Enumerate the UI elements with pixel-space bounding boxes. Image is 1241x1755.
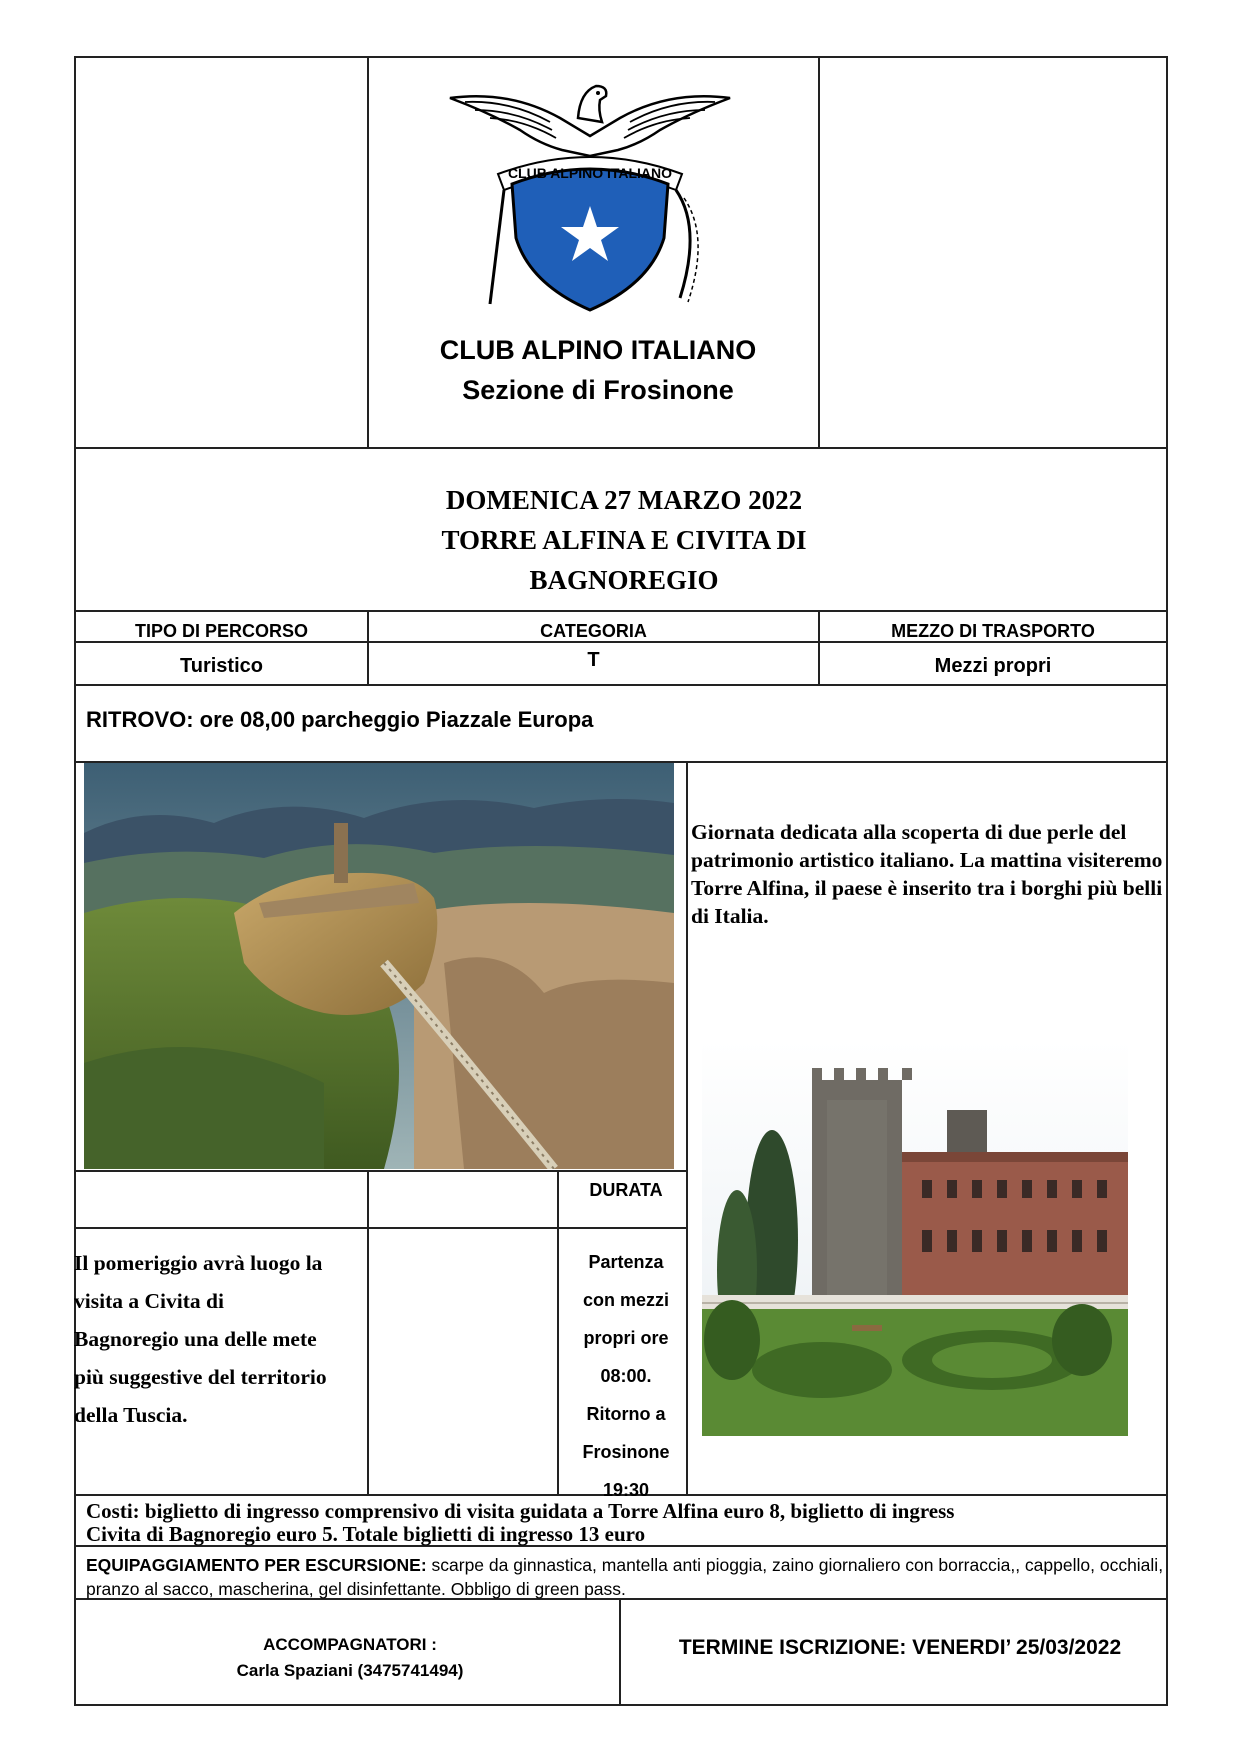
categoria-header: CATEGORIA [540,621,647,641]
durata-line: 19:30 [602,1480,650,1500]
afternoon-description [74,1244,374,1434]
cai-logo [440,78,740,318]
equipaggiamento-label: EQUIPAGGIAMENTO PER ESCURSIONE: [86,1555,427,1575]
tipo-percorso-value: Turistico [180,655,263,677]
equipaggiamento-body: scarpe da ginnastica, mantella anti pioggia, zaino giornaliero con borraccia,, cappello, occhiali, pranzo al sacco, mascherina, gel disinfettante. Obbligo di green pass. [86,1555,1164,1599]
mezzo-trasporto-header: MEZZO DI TRASPORTO [891,621,1095,641]
costi-line1: Costi: biglietto di ingresso comprensivo di visita guidata a Torre Alfina euro 8, biglietto di ingress [86,1499,955,1523]
event-date: DOMENICA 27 MARZO 2022 [445,485,803,515]
morning-description: Giornata dedicata alla scoperta di due perle del patrimonio artistico italiano. La mattina visiteremo Torre Alfina, il paese è inserito tra i borghi più belli di Italia. [691,820,1163,928]
accompagnatori-name: Carla Spaziani (3475741494) [236,1661,464,1680]
event-title-line1: TORRE ALFINA E CIVITA DI [441,525,807,555]
durata-line: 08:00. [600,1366,652,1386]
logo-text: CLUB ALPINO ITALIANO [507,165,673,181]
durata-line: Ritorno a [586,1404,666,1424]
durata-line: propri ore [583,1328,669,1348]
org-name: CLUB ALPINO ITALIANO [439,335,757,365]
durata-line: Frosinone [582,1442,670,1462]
mezzo-trasporto-value: Mezzi propri [934,655,1052,677]
ritrovo-label: RITROVO [86,707,187,732]
afternoon-line: Il pomeriggio avrà luogo la [74,1251,323,1275]
org-title [372,330,824,410]
tipo-percorso-header: TIPO DI PERCORSO [134,621,309,641]
afternoon-line: più suggestive del territorio [74,1365,327,1389]
durata-value [562,1243,690,1509]
costi-line2: Civita di Bagnoregio euro 5. Totale biglietti di ingresso 13 euro [86,1522,646,1546]
event-title-line2: BAGNOREGIO [529,565,719,595]
durata-line: con mezzi [582,1290,670,1310]
afternoon-line: visita a Civita di [74,1289,224,1313]
categoria-value: T [587,649,600,671]
event-title [74,480,1174,600]
civita-bagnoregio-photo [84,763,674,1169]
accompagnatori-label: ACCOMPAGNATORI : [263,1635,437,1654]
torre-alfina-photo [702,1040,1128,1436]
costi-text [86,1500,1166,1546]
durata-header: DURATA [589,1180,663,1200]
afternoon-line: della Tuscia. [74,1403,188,1427]
termine-iscrizione: TERMINE ISCRIZIONE: VENERDI’ 25/03/2022 [678,1636,1122,1659]
equipaggiamento-text [86,1553,1166,1601]
org-section: Sezione di Frosinone [462,375,734,405]
durata-line: Partenza [588,1252,664,1272]
ritrovo-text: : ore 08,00 parcheggio Piazzale Europa [186,707,594,732]
accompagnatori [150,1632,550,1684]
ritrovo-line [86,707,593,733]
afternoon-line: Bagnoregio una delle mete [74,1327,317,1351]
